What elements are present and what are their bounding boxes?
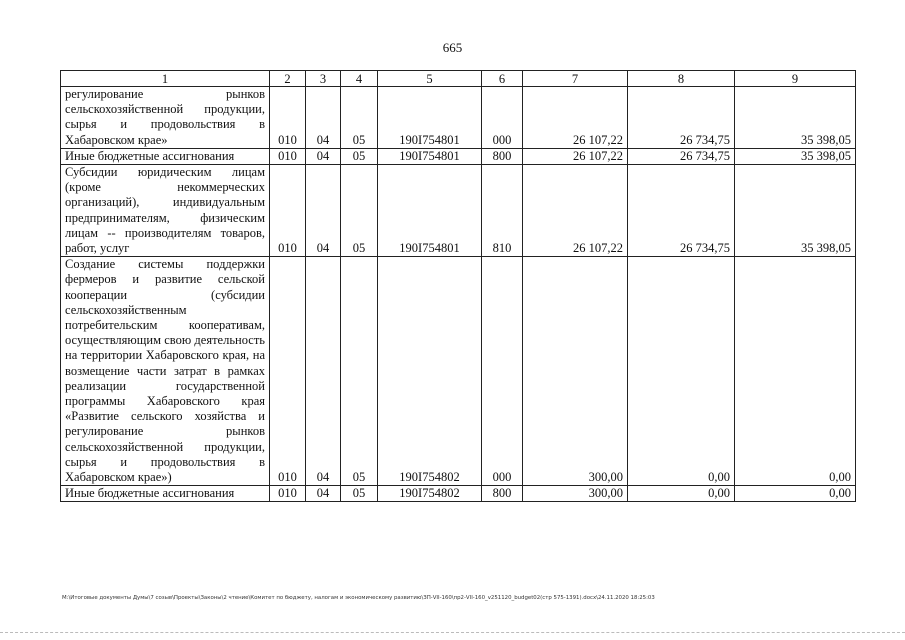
row-code-5: 190I754801 <box>378 148 482 164</box>
row-value-9: 35 398,05 <box>735 87 856 149</box>
row-code-6: 000 <box>482 257 523 486</box>
column-header-7: 7 <box>523 71 628 87</box>
row-code-4: 05 <box>341 257 378 486</box>
row-code-5: 190I754801 <box>378 165 482 257</box>
row-code-4: 05 <box>341 165 378 257</box>
budget-table <box>60 70 856 502</box>
row-code-4: 05 <box>341 486 378 502</box>
row-name: Субсидии юридическим лицам (кроме некоммерческих организаций), индивидуальным предпринимателям, физическим лицам -- производителям товаров, работ, услуг <box>61 165 270 257</box>
row-name: Иные бюджетные ассигнования <box>61 148 270 164</box>
row-code-3: 04 <box>306 257 341 486</box>
column-header-2: 2 <box>270 71 306 87</box>
row-code-5: 190I754802 <box>378 257 482 486</box>
row-code-5: 190I754802 <box>378 486 482 502</box>
row-value-8: 26 734,75 <box>628 165 735 257</box>
table-row <box>61 87 856 149</box>
row-code-2: 010 <box>270 148 306 164</box>
row-name: Создание системы поддержки фермеров и развитие сельской кооперации (субсидии сельскохозяйственным потребительским кооперативам, осуществляющим свою деятельность на территории Хабаровского края, на возмещение части затрат в рамках реализации государственной программы Хабаровского края «Развитие сельского хозяйства и регулирование рынков сельскохозяйственной продукции, сырья и продовольствия в Хабаровском крае») <box>61 257 270 486</box>
row-code-3: 04 <box>306 165 341 257</box>
row-code-3: 04 <box>306 486 341 502</box>
column-header-3: 3 <box>306 71 341 87</box>
column-header-1: 1 <box>61 71 270 87</box>
row-code-6: 810 <box>482 165 523 257</box>
table-row <box>61 257 856 486</box>
row-value-8: 26 734,75 <box>628 148 735 164</box>
row-name: Иные бюджетные ассигнования <box>61 486 270 502</box>
column-header-4: 4 <box>341 71 378 87</box>
page-number: 665 <box>442 40 463 55</box>
row-code-6: 000 <box>482 87 523 149</box>
row-code-5: 190I754801 <box>378 87 482 149</box>
row-value-7: 26 107,22 <box>523 148 628 164</box>
row-name: регулирование рынков сельскохозяйственной продукции, сырья и продовольствия в Хабаровском крае» <box>61 87 270 149</box>
row-code-2: 010 <box>270 87 306 149</box>
row-code-6: 800 <box>482 486 523 502</box>
row-value-9: 35 398,05 <box>735 165 856 257</box>
row-code-3: 04 <box>306 148 341 164</box>
row-code-2: 010 <box>270 486 306 502</box>
row-value-7: 26 107,22 <box>523 87 628 149</box>
row-code-3: 04 <box>306 87 341 149</box>
row-value-7: 26 107,22 <box>523 165 628 257</box>
row-value-9: 35 398,05 <box>735 148 856 164</box>
row-code-4: 05 <box>341 148 378 164</box>
table-row <box>61 148 856 164</box>
row-value-9: 0,00 <box>735 257 856 486</box>
row-value-9: 0,00 <box>735 486 856 502</box>
column-header-9: 9 <box>735 71 856 87</box>
table-header-row <box>61 71 856 87</box>
column-header-6: 6 <box>482 71 523 87</box>
table-row <box>61 486 856 502</box>
row-value-8: 0,00 <box>628 486 735 502</box>
table-row <box>61 165 856 257</box>
row-value-8: 26 734,75 <box>628 87 735 149</box>
row-code-2: 010 <box>270 257 306 486</box>
page-bottom-divider <box>0 632 905 633</box>
column-header-8: 8 <box>628 71 735 87</box>
row-code-6: 800 <box>482 148 523 164</box>
document-footer-path: M:\Итоговые документы Думы\7 созыв\Проекты\Законы\2 чтение\Комитет по бюджету, налогам и экономическому развитию\ЗП-VII-160\пр2-VII-160_v251120_budget02(стр 575-1391).docx\24.11.2020 18:25:03 <box>62 595 655 601</box>
row-code-2: 010 <box>270 165 306 257</box>
row-code-4: 05 <box>341 87 378 149</box>
row-value-7: 300,00 <box>523 257 628 486</box>
row-value-8: 0,00 <box>628 257 735 486</box>
row-value-7: 300,00 <box>523 486 628 502</box>
column-header-5: 5 <box>378 71 482 87</box>
